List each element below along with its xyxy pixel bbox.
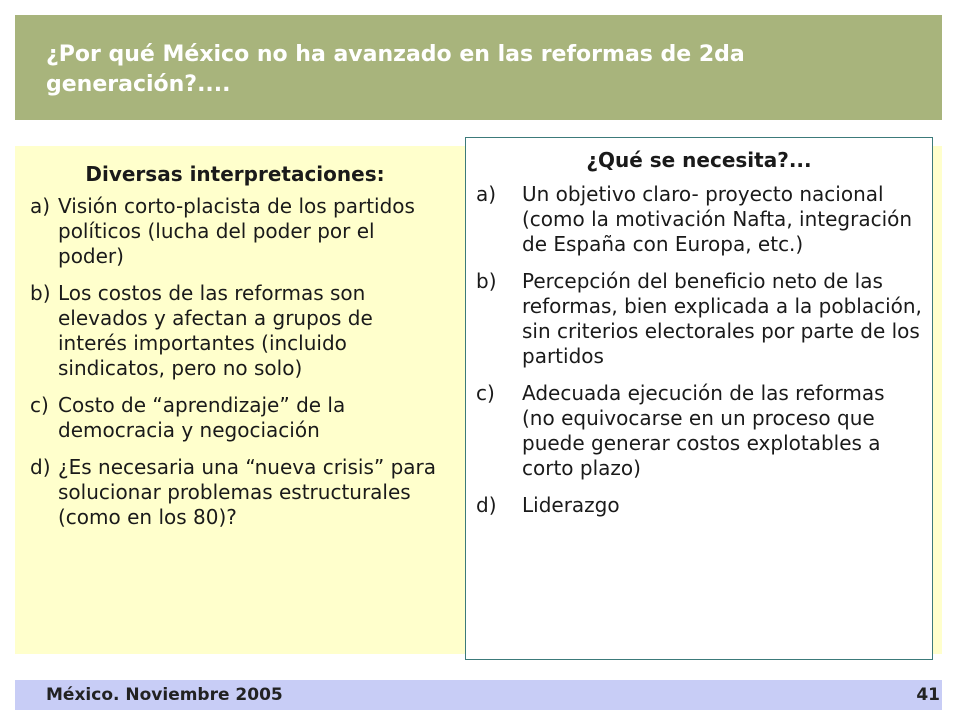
interpretations-heading: Diversas interpretaciones: [85,162,385,186]
slide-title: ¿Por qué México no ha avanzado en las reformas de 2da generación?.... [46,42,745,97]
list-marker: c) [476,381,495,405]
list-item-text: Un objetivo claro- proyecto nacional (como la motivación Nafta, integración de España con Europa, etc.) [522,182,913,256]
list-marker: a) [476,182,497,206]
needs-panel [465,137,933,660]
list-item-text: ¿Es necesaria una “nueva crisis” para solucionar problemas estructurales (como en los 80)? [58,455,437,529]
list-item-text: Adecuada ejecución de las reformas (no equivocarse en un proceso que puede generar costos explotables a corto plazo) [522,381,885,480]
list-item-text: Los costos de las reformas son elevados y afectan a grupos de interés importantes (incluido sindicatos, pero no solo) [58,281,373,380]
list-marker: a) [30,194,51,218]
list-item [30,194,440,269]
list-item-text: Liderazgo [522,493,620,517]
list-marker: b) [476,269,497,293]
list-marker: c) [30,393,49,417]
list-item [476,269,922,369]
list-marker: d) [476,493,497,517]
list-item-text: Costo de “aprendizaje” de la democracia y negociación [58,393,346,442]
list-item [476,182,922,257]
needs-heading: ¿Qué se necesita?... [586,148,812,172]
list-marker: d) [30,455,51,479]
interpretations-panel [30,160,440,542]
needs-list [476,182,922,518]
list-item-text: Visión corto-placista de los partidos políticos (lucha del poder por el poder) [58,194,415,268]
list-item [30,281,440,381]
interpretations-list [30,194,440,530]
list-marker: b) [30,281,51,305]
list-item [30,455,440,530]
footer-date: México. Noviembre 2005 [46,685,283,705]
list-item [476,493,922,518]
list-item [30,393,440,443]
page-number: 41 [916,685,940,705]
list-item-text: Percepción del beneficio neto de las reformas, bien explicada a la población, sin criterios electorales por parte de los partidos [522,269,922,368]
list-item [476,381,922,481]
